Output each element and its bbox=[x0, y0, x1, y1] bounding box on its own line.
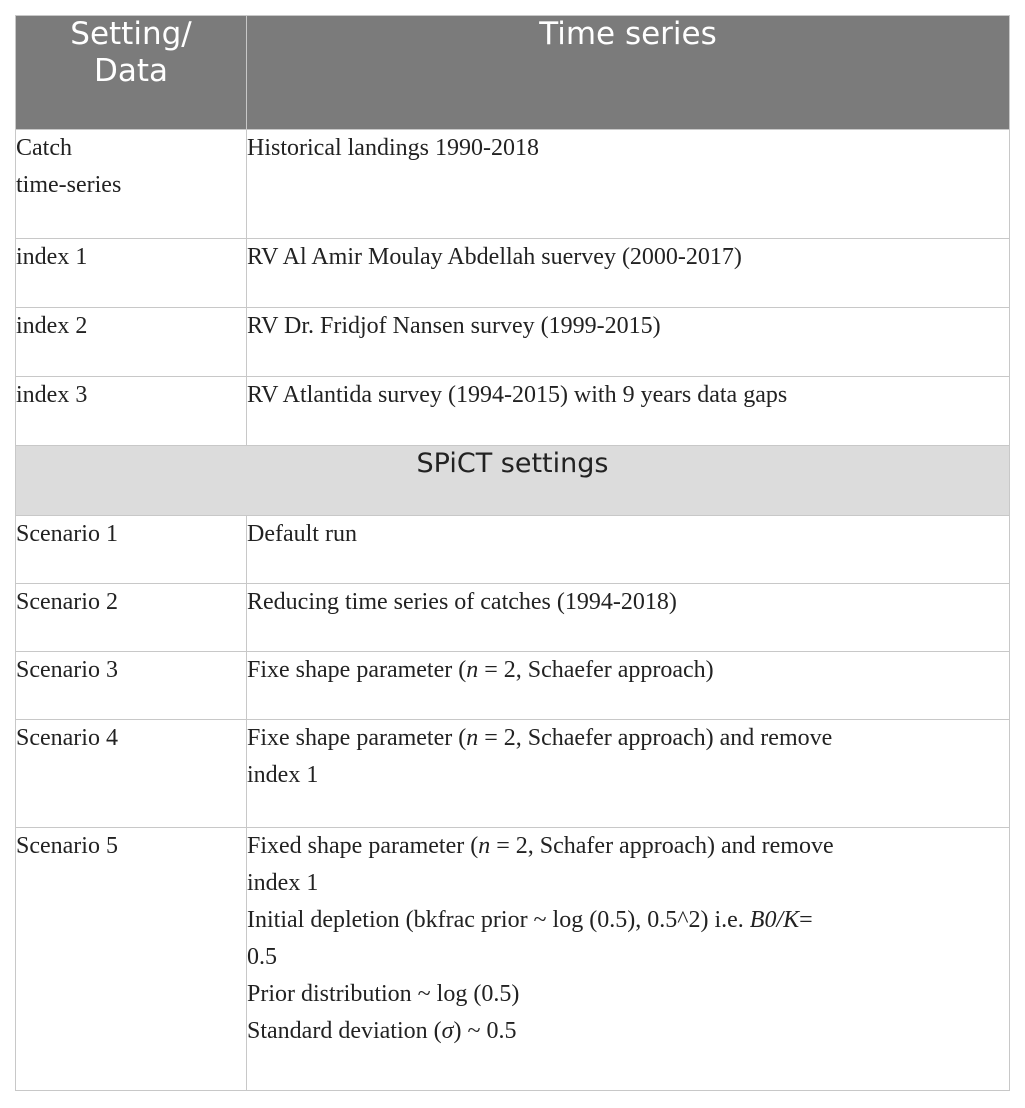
row-label: index 3 bbox=[16, 377, 247, 446]
header-setting-data bbox=[16, 16, 247, 130]
section-title: SPiCT settings bbox=[16, 446, 1010, 516]
row-value: RV Atlantida survey (1994-2015) with 9 years data gaps bbox=[247, 377, 1010, 446]
row-value: RV Dr. Fridjof Nansen survey (1999-2015) bbox=[247, 308, 1010, 377]
row-value: Fixe shape parameter (n = 2, Schaefer approach) bbox=[247, 652, 1010, 720]
row-value: Reducing time series of catches (1994-2018) bbox=[247, 584, 1010, 652]
table-row bbox=[16, 239, 1010, 308]
table-row bbox=[16, 130, 1010, 239]
row-value: Fixe shape parameter (n = 2, Schaefer approach) and remove index 1 bbox=[247, 720, 1010, 828]
table-row bbox=[16, 828, 1010, 1091]
table-row bbox=[16, 584, 1010, 652]
table-row bbox=[16, 516, 1010, 584]
section-header-row bbox=[16, 446, 1010, 516]
row-label: Catch time-series bbox=[16, 130, 247, 239]
row-label: index 1 bbox=[16, 239, 247, 308]
row-label: Scenario 5 bbox=[16, 828, 247, 1091]
row-value: Historical landings 1990-2018 bbox=[247, 130, 1010, 239]
row-value: Fixed shape parameter (n = 2, Schafer approach) and remove index 1 Initial depletion (bkfrac prior ~ log (0.5), 0.5^2) i.e. B0/K= 0.5 Prior distribution ~ log (0.5) Standard deviation (σ) ~ 0.5 bbox=[247, 828, 1010, 1091]
table-row bbox=[16, 377, 1010, 446]
row-label: Scenario 3 bbox=[16, 652, 247, 720]
row-label: index 2 bbox=[16, 308, 247, 377]
row-label: Scenario 1 bbox=[16, 516, 247, 584]
table-row bbox=[16, 720, 1010, 828]
row-value: Default run bbox=[247, 516, 1010, 584]
table-row bbox=[16, 308, 1010, 377]
header-row bbox=[16, 16, 1010, 130]
table-row bbox=[16, 652, 1010, 720]
row-label: Scenario 4 bbox=[16, 720, 247, 828]
settings-table bbox=[15, 15, 1010, 1091]
header-time-series: Time series bbox=[247, 16, 1010, 130]
header-col1-line1: Setting/ bbox=[70, 16, 192, 52]
row-label: Scenario 2 bbox=[16, 584, 247, 652]
row-value: RV Al Amir Moulay Abdellah suervey (2000-2017) bbox=[247, 239, 1010, 308]
header-col1-line2: Data bbox=[93, 53, 169, 89]
